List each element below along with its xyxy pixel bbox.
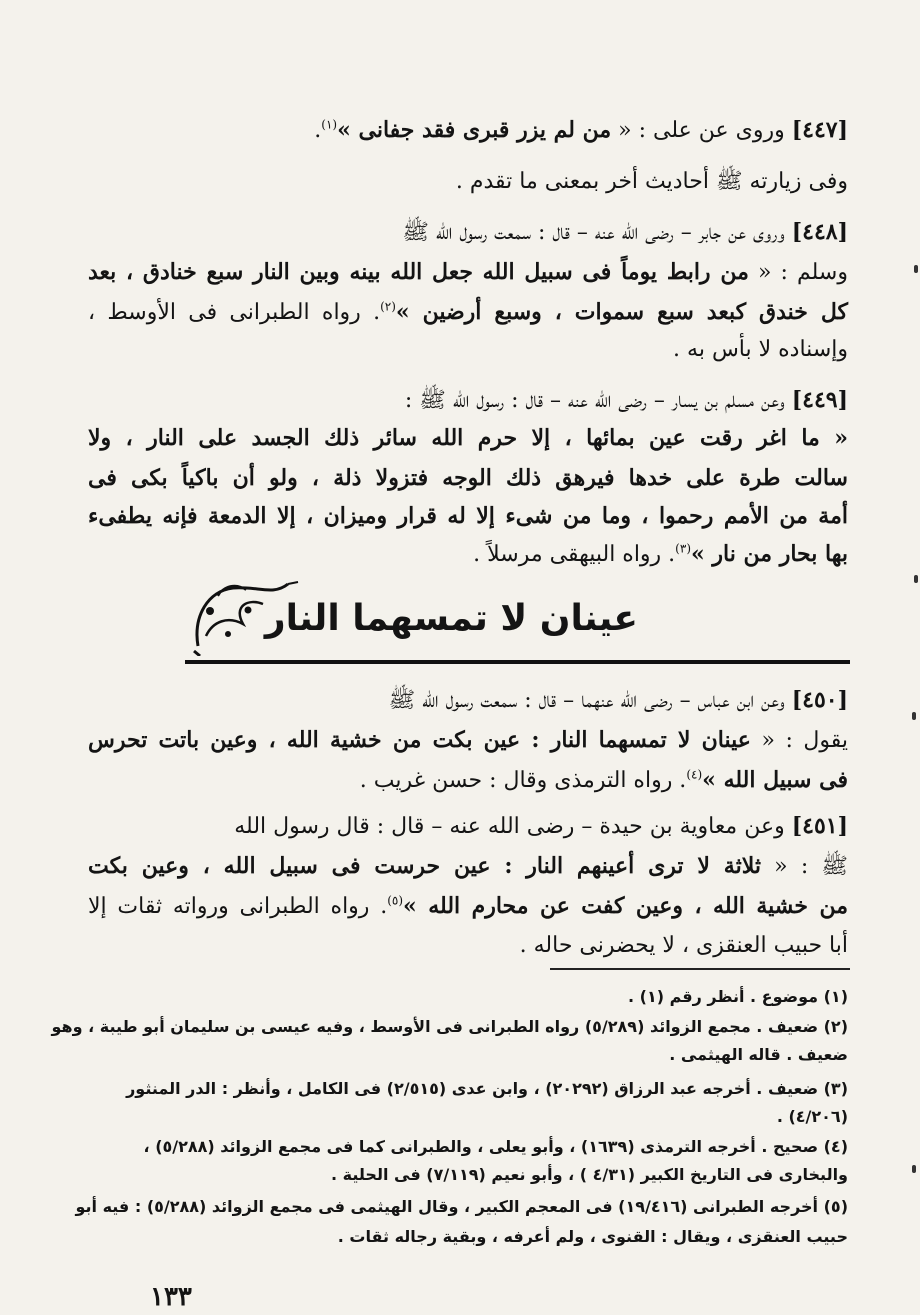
- quote-close: »: [337, 117, 359, 143]
- hadith-quote: من لم يزر قبرى فقد جفانى: [358, 117, 612, 143]
- footnote-line: (٤/٢٠٦) .: [776, 1107, 848, 1126]
- text-line: [88, 846, 848, 887]
- scan-mark: [912, 712, 916, 720]
- text-line: [88, 534, 848, 575]
- footnote-ref: (٣): [675, 541, 691, 556]
- hadith-quote: عينان لا تمسهما النار : عين بكت من خشية الله ، وعين باتت تحرس: [88, 727, 751, 753]
- text-line: [88, 418, 848, 459]
- text-run: . رواه الطبرانى ورواته ثقات إلا: [88, 894, 388, 919]
- text-line: [88, 926, 848, 966]
- hadith-quote: سالت طرة على خدها فيرهق ذلك الوجه فتزولا ذلة ، ولو أن باكياً بكى فى: [88, 465, 848, 491]
- text-line: [88, 720, 848, 761]
- text-run: وروى عن جابر – رضى الله عنه – قال : سمعت رسول الله ﷺ: [402, 220, 792, 245]
- footnote-line: ضعيف . قاله الهيثمى .: [669, 1045, 848, 1064]
- footnote-line: والبخارى فى التاريخ الكبير (٤/٣١ ) ، وأبو نعيم (٧/١١٩) فى الحلية .: [331, 1165, 848, 1184]
- hadith-number: [٤٥١]: [791, 813, 848, 839]
- text-run: وعن معاوية بن حيدة – رضى الله عنه – قال : قال رسول الله: [234, 814, 792, 839]
- text-run: أبا حبيب العنقزى ، لا يحضرنى حاله .: [519, 933, 848, 958]
- footnote-divider: [550, 968, 850, 970]
- text-run: . رواه البيهقى مرسلاً .: [473, 542, 676, 567]
- text-run: وفى زيارته ﷺ أحاديث أخر بمعنى ما تقدم .: [455, 169, 848, 194]
- heading-rule: [185, 660, 850, 664]
- text-line: [88, 760, 848, 801]
- scan-mark: [914, 575, 918, 583]
- text-line: [88, 330, 848, 370]
- hadith-number: [٤٥٠]: [791, 687, 848, 713]
- text-line: [88, 458, 848, 499]
- text-line: [88, 886, 848, 927]
- footnote-line: (٤) صحيح . أخرجه الترمذى (١٦٣٩) ، وأبو يعلى ، والطبرانى كما فى مجمع الزوائد (٥/٢٨٨) ،: [143, 1137, 848, 1156]
- section-heading-frame: [188, 576, 708, 656]
- hadith-quote: أمة من الأمم رحموا ، وما من شىء إلا له قرار وميزان ، إلا الدمعة فإنه يطفىء: [88, 503, 848, 529]
- footnote-line: (٣) ضعيف . أخرجه عبد الرزاق (٢٠٢٩٢) ، وابن عدى (٢/٥١٥) فى الكامل ، وأنظر : الدر المنثور: [126, 1079, 848, 1098]
- text-line: [88, 162, 848, 202]
- text-run: وروى عن على : «: [611, 118, 792, 143]
- scan-mark: [912, 1165, 916, 1173]
- quote-close: »: [702, 767, 724, 793]
- text-line: [88, 110, 848, 151]
- text-run: وإسناده لا بأس به .: [673, 337, 848, 362]
- hadith-number: [٤٤٩]: [791, 387, 848, 413]
- footnote-ref: (٥): [387, 893, 404, 908]
- hadith-number: [٤٤٨]: [791, 219, 848, 245]
- text-line: [88, 292, 848, 333]
- text-run: . رواه الترمذى وقال : حسن غريب .: [359, 768, 687, 793]
- footnote-line: (١) موضوع . أنظر رقم (١) .: [628, 987, 848, 1006]
- hadith-quote: من رابط يوماً فى سبيل الله جعل الله بينه وبين النار سبع خنادق ، بعد: [88, 259, 749, 285]
- text-run: . رواه الطبرانى فى الأوسط ،: [88, 300, 381, 325]
- hadith-quote: ثلاثة لا ترى أعينهم النار : عين حرست فى سبيل الله ، وعين بكت: [88, 853, 761, 879]
- text-line: [88, 496, 848, 537]
- scan-mark: [914, 265, 918, 273]
- text-run: وعن ابن عباس – رضى الله عنهما – قال : سمعت رسول الله ﷺ: [388, 688, 792, 713]
- text-line: [88, 212, 848, 253]
- quote-close: »: [691, 541, 713, 567]
- text-line: [88, 680, 848, 721]
- footnote-line: (٢) ضعيف . مجمع الزوائد (٥/٢٨٩) رواه الطبرانى فى الأوسط ، وفيه عيسى بن سليمان أبو طيبة ، وهو: [51, 1017, 848, 1036]
- text-run: وعن مسلم بن يسار – رضى الله عنه – قال : رسول الله ﷺ :: [404, 388, 792, 413]
- hadith-quote: كل خندق كبعد سبع سموات ، وسبع أرضين: [422, 299, 848, 325]
- text-run: يقول : «: [750, 728, 848, 753]
- text-run: ﷺ : «: [760, 854, 848, 879]
- footnote-ref: (١): [321, 117, 338, 132]
- footnote-ref: (٢): [380, 299, 396, 314]
- hadith-number: [٤٤٧]: [791, 117, 848, 143]
- footnote-ref: (٤): [686, 767, 703, 782]
- hadith-quote: « ما اغر رقت عين بمائها ، إلا حرم الله سائر ذلك الجسد على النار ، ولا: [88, 425, 848, 451]
- footnote-line: حبيب العنقزى ، ويقال : القنوى ، ولم أعرفه ، وبقية رجاله ثقات .: [337, 1227, 848, 1246]
- page-number: ١٣٣: [150, 1282, 192, 1312]
- text-line: [88, 806, 848, 847]
- quote-close: »: [403, 893, 429, 919]
- text-run: .: [314, 118, 322, 143]
- footnote-line: (٥) أخرجه الطبرانى (١٩/٤١٦) فى المعجم الكبير ، وقال الهيثمى فى مجمع الزوائد (٥/٢٨٨) : فيه أبو: [75, 1197, 848, 1216]
- section-heading: عينان لا تمسهما النار: [264, 598, 638, 639]
- text-line: [88, 380, 848, 421]
- text-run: وسلم : «: [748, 260, 848, 285]
- hadith-quote: بها بحار من نار: [712, 541, 848, 567]
- hadith-quote: فى سبيل الله: [723, 767, 848, 793]
- text-line: [88, 252, 848, 293]
- quote-close: »: [395, 299, 423, 325]
- hadith-quote: من خشية الله ، وعين كفت عن محارم الله: [428, 893, 848, 919]
